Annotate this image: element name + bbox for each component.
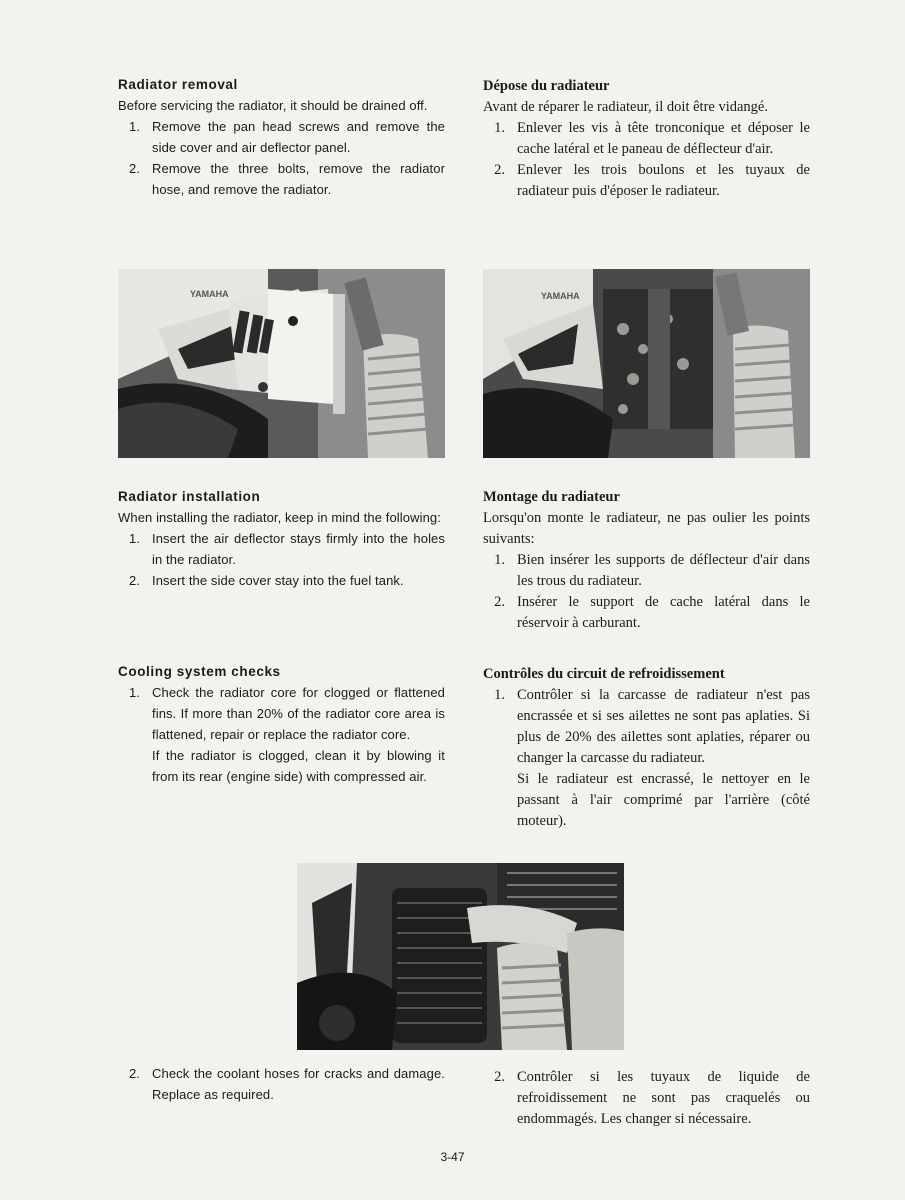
radiator-cover-illustration (118, 269, 445, 458)
section-heading: Radiator installation (118, 489, 261, 504)
section-heading: Dépose du radiateur (483, 78, 610, 94)
left-removal-section (118, 74, 445, 200)
list-item: 2. Enlever les trois boulons et les tuyaux de radiateur puis d'époser le radiateur. (494, 162, 810, 199)
list-item: 1. Check the radiator core for clogged or flattened fins. If more than 20% of the radiator core area is flattened, repair or replace the radiator core. (128, 685, 445, 742)
intro-text: Before servicing the radiator, it should be drained off. (118, 98, 428, 113)
continuation-text: If the radiator is clogged, clean it by blowing it from its rear (engine side) with compressed air. (152, 748, 445, 784)
brand-logo-text: YAMAHA (541, 291, 580, 301)
section-heading: Contrôles du circuit de refroidissement (483, 666, 725, 682)
page-number: 3-47 (440, 1150, 465, 1164)
right-removal-section (483, 76, 810, 202)
section-heading: Radiator removal (118, 77, 238, 92)
left-cooling-section (118, 661, 445, 787)
list-item: 1. Bien insérer les supports de déflecteur d'air dans les trous du radiateur. (494, 552, 810, 589)
list-item: 2. Contrôler si les tuyaux de liquide de refroidissement ne sont pas craquelés ou endommagés. Les changer si nécessaire. (494, 1069, 810, 1127)
list-item: 2. Insérer le support de cache latéral dans le réservoir à carburant. (494, 594, 810, 631)
right-cooling-section (483, 664, 810, 832)
section-heading: Montage du radiateur (483, 489, 620, 505)
brand-logo-text: YAMAHA (190, 289, 229, 299)
continuation-text: Si le radiateur est encrassé, le nettoyer en le passant à l'air comprimé par l'arrière (côté moteur). (517, 771, 810, 829)
photo-radiator-core (297, 863, 624, 1050)
list-item: 1. Insert the air deflector stays firmly into the holes in the radiator. (128, 531, 445, 567)
intro-text: Lorsqu'on monte le radiateur, ne pas oulier les points suivants: (483, 510, 810, 547)
list-item: 1. Remove the pan head screws and remove the side cover and air deflector panel. (128, 119, 445, 155)
list-item: 2. Insert the side cover stay into the fuel tank. (128, 573, 404, 588)
right-installation-section (483, 487, 810, 634)
section-heading: Cooling system checks (118, 664, 281, 679)
list-item: 2. Remove the three bolts, remove the radiator hose, and remove the radiator. (128, 161, 445, 197)
list-item: 2. Check the coolant hoses for cracks and damage. Replace as required. (128, 1066, 445, 1102)
intro-text: Avant de réparer le radiateur, il doit être vidangé. (483, 99, 768, 115)
left-installation-section (118, 486, 445, 591)
radiator-exposed-illustration (483, 269, 810, 458)
list-item: 1. Enlever les vis à tête tronconique et déposer le cache latéral et le paneau de déflecteur d'air. (494, 120, 810, 157)
intro-text: When installing the radiator, keep in mind the following: (118, 510, 441, 525)
radiator-core-illustration (297, 863, 624, 1050)
photo-radiator-cover (118, 269, 445, 458)
right-hose-check (483, 1067, 810, 1130)
left-hose-check (118, 1063, 445, 1105)
list-item: 1. Contrôler si la carcasse de radiateur n'est pas encrassée et si ses ailettes ne sont pas aplaties. Si plus de 20% des ailettes sont aplaties, réparer ou changer la carcasse du radiateur. (494, 687, 810, 766)
photo-radiator-exposed (483, 269, 810, 458)
